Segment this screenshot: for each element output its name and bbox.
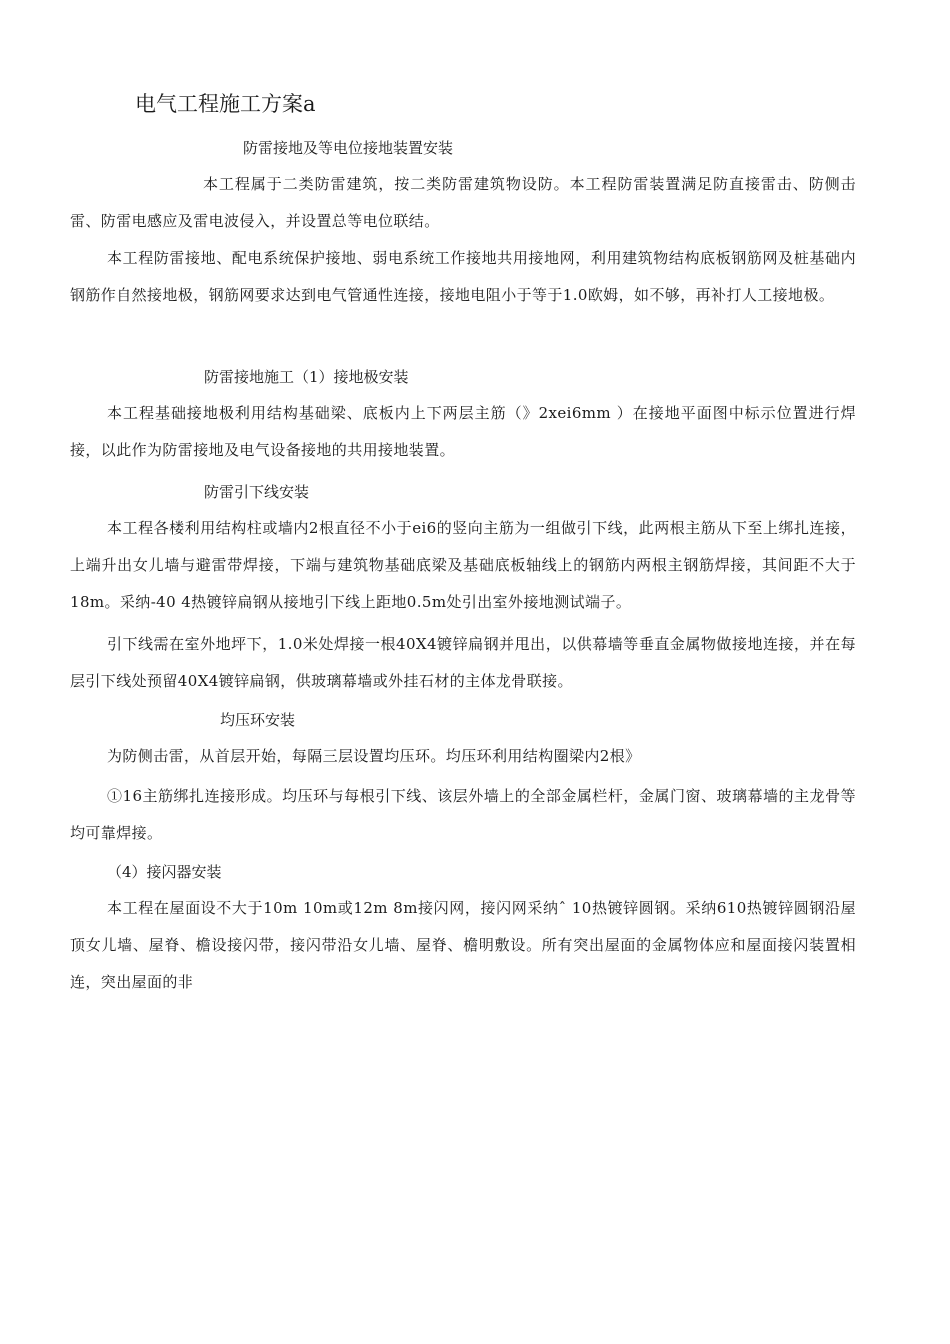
paragraph-protection-class: 本工程属于二类防雷建筑，按二类防雷建筑物设防。本工程防雷装置满足防直接雷击、防侧击雷、防雷电感应及雷电波侵入，并设置总等电位联结。 <box>70 175 856 230</box>
section-heading-ground-electrode: 防雷接地施工（1）接地极安装 <box>204 368 409 386</box>
document-title: 电气工程施工方案a <box>135 92 316 116</box>
paragraph-equalizing-ring-intro: 为防侧击雷，从首层开始，每隔三层设置均压环。均压环利用结构圈梁内2根》 <box>107 747 641 765</box>
paragraph-down-conductor: 本工程各楼利用结构柱或墙内2根直径不小于ei6的竖向主筋为一组做引下线，此两根主筋从下至上绑扎连接，上端升出女儿墙与避雷带焊接，下端与建筑物基础底梁及基础底板轴线上的钢筋内两根主钢筋焊接，其间距不大于18m。采纳-40 4热镀锌扁钢从接地引下线上距地0.5m处引出室外接地测试端子。 <box>70 519 856 611</box>
section-heading-air-terminal: （4）接闪器安装 <box>107 863 222 881</box>
paragraph-ground-electrode: 本工程基础接地极利用结构基础梁、底板内上下两层主筋（》2xei6mm ）在接地平面图中标示位置进行焊接，以此作为防雷接地及电气设备接地的共用接地装置。 <box>70 404 856 459</box>
section-heading-lightning-grounding: 防雷接地及等电位接地装置安装 <box>243 139 454 157</box>
section-heading-down-conductor: 防雷引下线安装 <box>204 483 310 501</box>
paragraph-outdoor-connection: 引下线需在室外地坪下，1.0米处焊接一根40X4镀锌扁钢并甩出，以供幕墙等垂直金属物做接地连接，并在每层引下线处预留40X4镀锌扁钢，供玻璃幕墙或外挂石材的主体龙骨联接。 <box>70 635 856 690</box>
section-heading-equalizing-ring: 均压环安装 <box>220 711 296 729</box>
paragraph-equalizing-ring-detail: ①16主筋绑扎连接形成。均压环与每根引下线、该层外墙上的全部金属栏杆，金属门窗、玻璃幕墙的主龙骨等均可靠焊接。 <box>70 787 856 842</box>
paragraph-shared-grounding: 本工程防雷接地、配电系统保护接地、弱电系统工作接地共用接地网，利用建筑物结构底板钢筋网及桩基础内钢筋作自然接地极，钢筋网要求达到电气管通性连接，接地电阻小于等于1.0欧姆，如不够，再补打人工接地极。 <box>70 249 856 304</box>
paragraph-air-terminal: 本工程在屋面设不大于10m 10m或12m 8m接闪网，接闪网采纳ˆ 10热镀锌圆钢。采纳610热镀锌圆钢沿屋顶女儿墙、屋脊、檐设接闪带，接闪带沿女儿墙、屋脊、檐明敷设。所有突出屋面的金属物体应和屋面接闪装置相连，突出屋面的非 <box>70 899 856 991</box>
